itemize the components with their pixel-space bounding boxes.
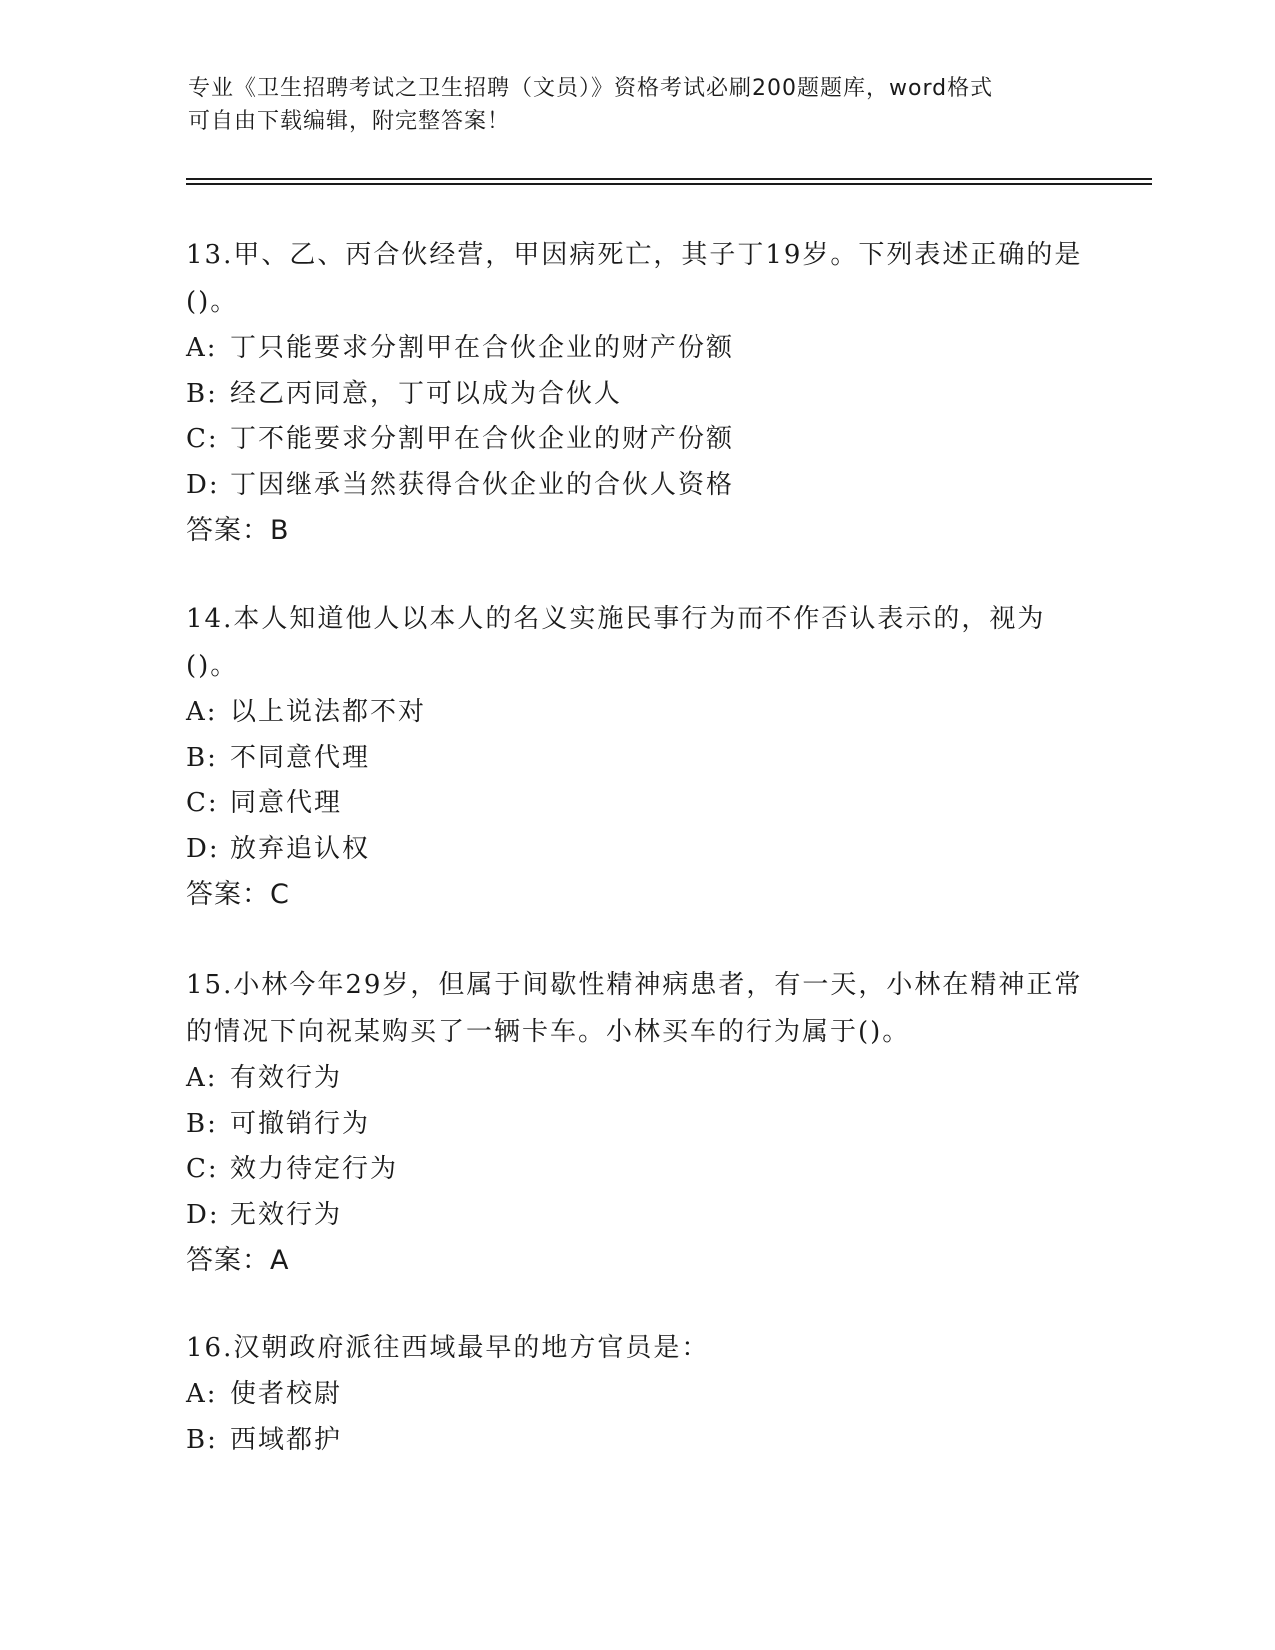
option-text: 无效行为 [230,1199,343,1230]
option-c [186,781,1086,827]
answer-line: 答案：B [186,515,290,547]
option-letter: C: [186,424,219,455]
option-text: 以上说法都不对 [230,697,427,727]
option-d [186,827,1086,873]
option-letter: B: [186,742,218,773]
option-letter: A: [186,697,218,727]
option-letter: D: [186,1199,220,1230]
header-line-2: 可自由下载编辑，附完整答案！ [188,109,511,134]
question-stem: 13.甲、乙、丙合伙经营，甲因病死亡，其子丁19岁。下列表述正确的是()。 [186,240,1083,317]
option-text: 西域都护 [230,1424,343,1455]
option-letter: C: [186,1154,219,1185]
answer-line: 答案：A [186,1245,290,1277]
question-stem: 16.汉朝政府派往西域最早的地方官员是： [186,1333,710,1363]
option-letter: A: [186,333,218,363]
option-b [186,372,1086,418]
option-text: 放弃追认权 [230,833,371,864]
option-text: 可撤销行为 [230,1108,371,1139]
option-a [186,1056,1086,1102]
question-14 [186,596,1086,918]
header-line-1: 专业《卫生招聘考试之卫生招聘（文员）》资格考试必刷200题题库，word格式 [188,76,994,101]
question-16 [186,1325,1086,1463]
option-a [186,1372,1086,1418]
option-letter: B: [186,378,218,409]
option-text: 经乙丙同意，丁可以成为合伙人 [230,378,623,409]
option-a [186,690,1086,736]
option-text: 有效行为 [230,1063,343,1093]
option-letter: B: [186,1424,218,1455]
question-stem: 15.小林今年29岁，但属于间歇性精神病患者，有一天，小林在精神正常的情况下向祝某购买了一辆卡车。小林买车的行为属于()。 [186,970,1083,1047]
option-d [186,463,1086,509]
header-divider-bottom [186,183,1152,185]
option-letter: A: [186,1379,218,1409]
option-text: 丁因继承当然获得合伙企业的合伙人资格 [230,469,735,500]
option-b [186,1418,1086,1464]
option-text: 不同意代理 [230,742,371,773]
option-b [186,736,1086,782]
question-stem: 14.本人知道他人以本人的名义实施民事行为而不作否认表示的，视为()。 [186,604,1046,681]
option-text: 使者校尉 [230,1379,343,1409]
option-a [186,326,1086,372]
option-text: 同意代理 [230,788,343,819]
option-letter: C: [186,788,219,819]
option-letter: A: [186,1063,218,1093]
option-letter: D: [186,833,220,864]
option-letter: B: [186,1108,218,1139]
document-header [188,72,1088,138]
option-text: 效力待定行为 [230,1154,399,1185]
option-text: 丁不能要求分割甲在合伙企业的财产份额 [230,424,735,455]
option-b [186,1102,1086,1148]
option-c [186,417,1086,463]
question-15 [186,962,1086,1284]
option-letter: D: [186,469,220,500]
option-d [186,1193,1086,1239]
option-text: 丁只能要求分割甲在合伙企业的财产份额 [230,333,735,363]
question-13 [186,232,1086,554]
answer-line: 答案：C [186,879,290,911]
option-c [186,1147,1086,1193]
header-divider-top [186,178,1152,180]
